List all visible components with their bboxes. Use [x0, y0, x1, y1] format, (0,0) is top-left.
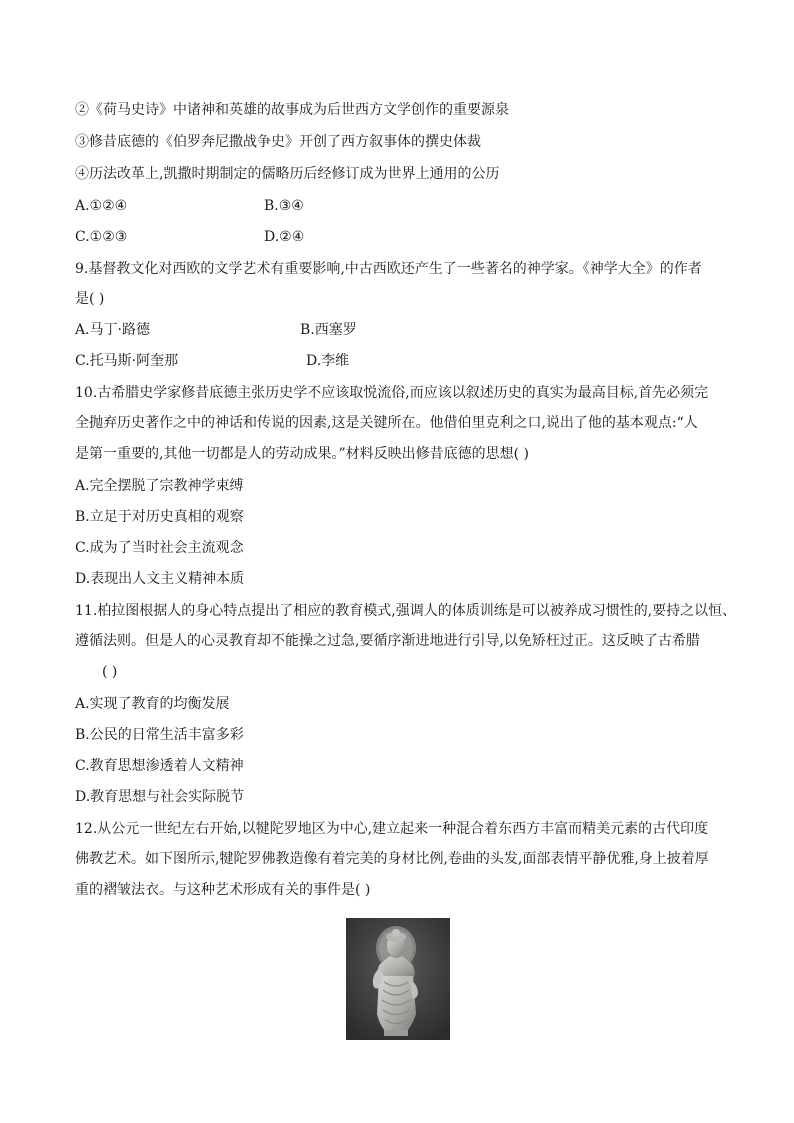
- q9-option-c[interactable]: C.托马斯·阿奎那: [75, 353, 179, 369]
- q11-option-a[interactable]: A.实现了教育的均衡发展: [75, 696, 230, 712]
- q10-option-c[interactable]: C.成为了当时社会主流观念: [75, 540, 244, 556]
- q11-option-b[interactable]: B.公民的日常生活丰富多彩: [75, 727, 244, 743]
- q11-option-d[interactable]: D.教育思想与社会实际脱节: [75, 789, 245, 805]
- q9-stem-line-2: 是( ): [75, 291, 105, 307]
- statue-illustration: [346, 918, 450, 1040]
- q9-option-b[interactable]: B.西塞罗: [300, 322, 357, 338]
- q8-option-c[interactable]: C.①②③: [75, 229, 128, 245]
- q12-stem-line-1: 12.从公元一世纪左右开始,以犍陀罗地区为中心,建立起来一种混合着东西方丰富而精美元素的古代印度: [75, 821, 709, 837]
- q10-option-a[interactable]: A.完全摆脱了宗教神学束缚: [75, 478, 244, 494]
- q10-stem-line-3: 是第一重要的,其他一切都是人的劳动成果。”材料反映出修昔底德的思想( ): [75, 446, 529, 462]
- q11-stem-line-2: 遵循法则。但是人的心灵教育却不能操之过急,要循序渐进地进行引导,以免矫枉过正。这反映了古希腊: [75, 633, 700, 649]
- q12-stem-line-2: 佛教艺术。如下图所示,犍陀罗佛教造像有着完美的身材比例,卷曲的头发,面部表情平静优雅,身上披着厚: [75, 851, 709, 867]
- q8-item-3: ③修昔底德的《伯罗奔尼撒战争史》开创了西方叙事体的撰史体裁: [75, 134, 481, 150]
- gandhara-statue-image: [346, 918, 450, 1040]
- q11-stem-line-1: 11.柏拉图根据人的身心特点提出了相应的教育模式,强调人的体质训练是可以被养成习惯性的,要持之以恒、: [75, 603, 737, 619]
- q9-stem-line-1: 9.基督教文化对西欧的文学艺术有重要影响,中古西欧还产生了一些著名的神学家。《神学大全》的作者: [75, 261, 702, 277]
- q11-stem-line-3: ( ): [102, 664, 118, 680]
- q12-stem-line-3: 重的褶皱法衣。与这种艺术形成有关的事件是( ): [75, 882, 371, 898]
- q8-option-d[interactable]: D.②④: [264, 229, 305, 245]
- q9-option-a[interactable]: A.马丁·路德: [75, 322, 151, 338]
- q10-stem-line-1: 10.古希腊史学家修昔底德主张历史学不应该取悦流俗,而应该以叙述历史的真实为最高目标,首先必须完: [75, 385, 709, 401]
- q8-item-2: ②《荷马史诗》中诸神和英雄的故事成为后世西方文学创作的重要源泉: [75, 102, 509, 118]
- q8-option-a[interactable]: A.①②④: [75, 198, 128, 214]
- q11-option-c[interactable]: C.教育思想渗透着人文精神: [75, 758, 244, 774]
- q10-option-d[interactable]: D.表现出人文主义精神本质: [75, 571, 245, 587]
- q10-option-b[interactable]: B.立足于对历史真相的观察: [75, 509, 244, 525]
- q8-item-4: ④历法改革上,凯撒时期制定的儒略历后经修订成为世界上通用的公历: [75, 166, 500, 182]
- q9-option-d[interactable]: D.李维: [306, 353, 350, 369]
- q10-stem-line-2: 全抛弃历史著作之中的神话和传说的因素,这是关键所在。他借伯里克利之口,说出了他的基本观点:“人: [75, 415, 698, 431]
- q8-option-b[interactable]: B.③④: [264, 198, 304, 214]
